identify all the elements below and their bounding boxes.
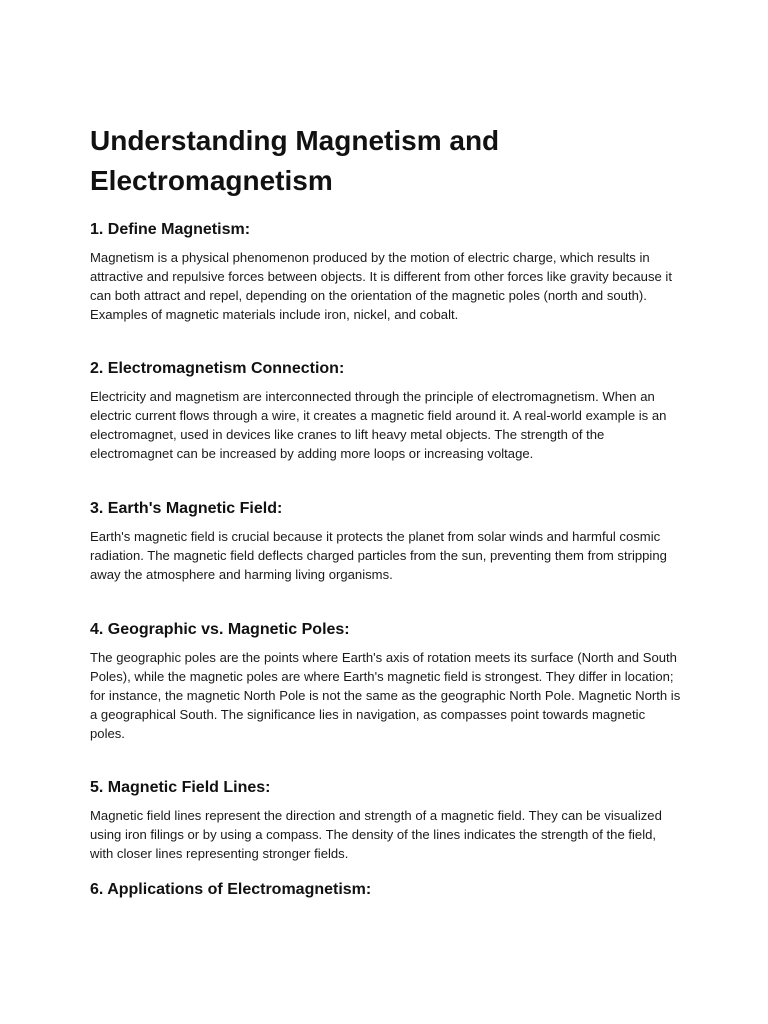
section-magnetic-field-lines [90,778,682,863]
section-heading: 1. Define Magnetism: [90,221,251,238]
section-define-magnetism [90,220,682,324]
section-heading: 2. Electromagnetism Connection: [90,360,345,377]
section-body: Magnetic field lines represent the direction and strength of a magnetic field. They can be visualized using iron filings or by using a compass. The density of the lines indicates the strength of the field, with closer lines representing stronger fields. [90,808,662,861]
section-electromagnetism-connection [90,359,682,463]
section-heading: 3. Earth's Magnetic Field: [90,500,283,517]
section-body: The geographic poles are the points where Earth's axis of rotation meets its surface (North and South Poles), while the magnetic poles are where Earth's magnetic field is strongest. They differ in location; for instance, the magnetic North Pole is not the same as the geographic North Pole. Magnetic North is a geographical South. The significance lies in navigation, as compasses point towards magnetic poles. [90,650,681,741]
section-geographic-vs-magnetic-poles [90,620,682,743]
title-line-2: Electromagnetism [90,165,333,196]
section-heading: 4. Geographic vs. Magnetic Poles: [90,621,350,638]
title-line-1: Understanding Magnetism and [90,125,500,156]
section-body: Magnetism is a physical phenomenon produced by the motion of electric charge, which results in attractive and repulsive forces between objects. It is different from other forces like gravity because it can both attract and repel, depending on the orientation of the magnetic poles (north and south). Examples of magnetic materials include iron, nickel, and cobalt. [90,250,672,322]
section-earths-magnetic-field [90,499,682,584]
document-title [90,121,690,201]
section-heading: 6. Applications of Electromagnetism: [90,881,372,898]
section-body: Earth's magnetic field is crucial because it protects the planet from solar winds and harmful cosmic radiation. The magnetic field deflects charged particles from the sun, preventing them from stripping away the atmosphere and harming living organisms. [90,529,667,582]
section-heading: 5. Magnetic Field Lines: [90,779,271,796]
section-applications-of-electromagnetism [90,880,682,900]
section-body: Electricity and magnetism are interconnected through the principle of electromagnetism. When an electric current flows through a wire, it creates a magnetic field around it. A real-world example is an electromagnet, used in devices like cranes to lift heavy metal objects. The strength of the electromagnet can be increased by adding more loops or increasing voltage. [90,389,667,461]
